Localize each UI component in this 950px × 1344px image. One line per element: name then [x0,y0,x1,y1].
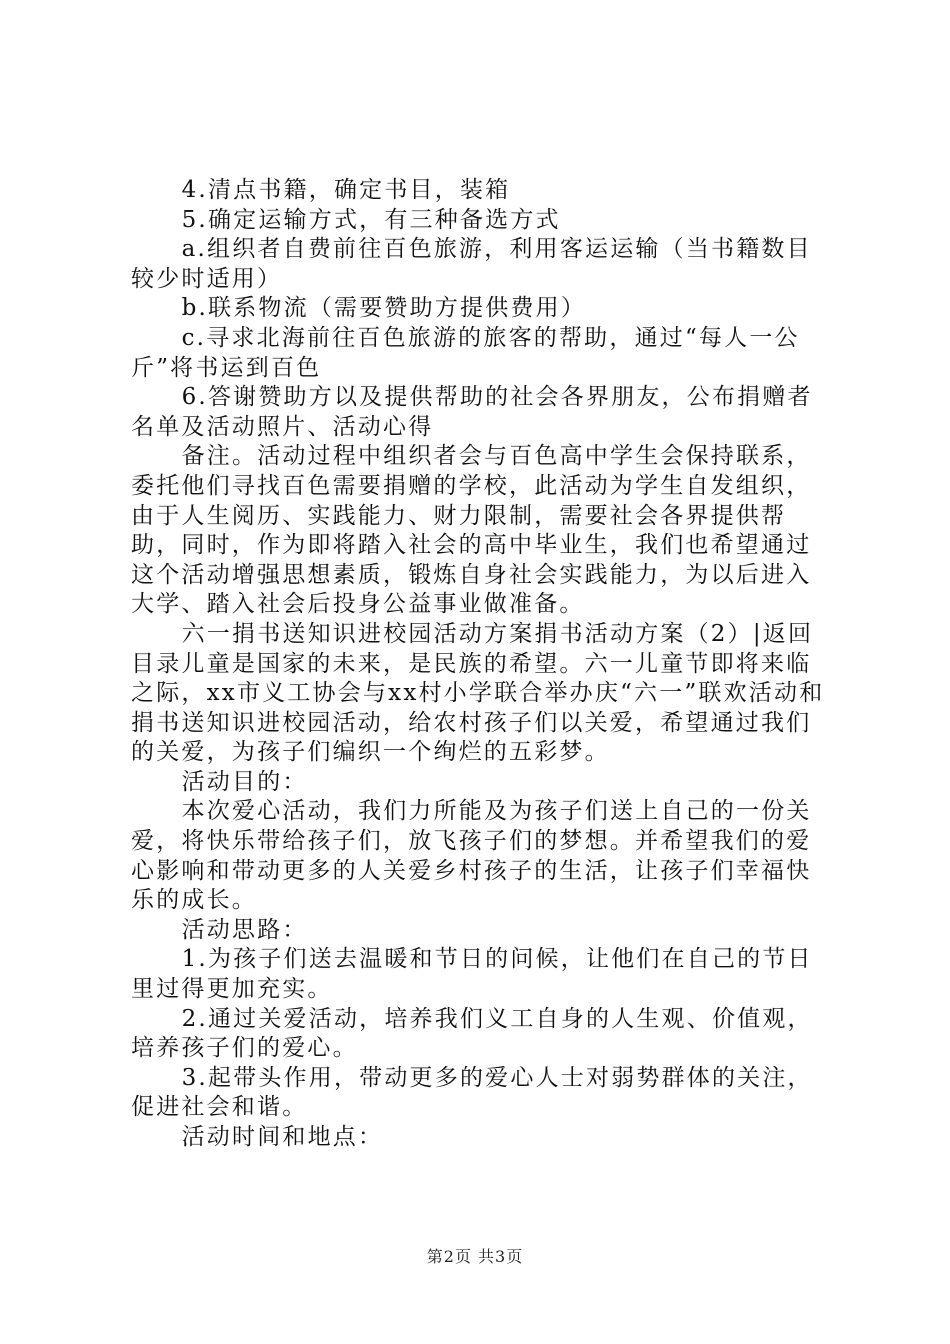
heading-activity-purpose: 活动目的： [181,768,308,795]
paragraph-idea-2: 2.通过关爱活动，培养我们义工自身的人生观、价值观，培养孩子们的爱心。 [131,1005,813,1062]
heading-activity-ideas: 活动思路： [181,916,308,943]
paragraph-idea-3: 3.起带头作用，带动更多的爱心人士对弱势群体的关注，促进社会和谐。 [131,1064,813,1121]
page-number-footer: 第2页 共3页 [426,1247,524,1266]
paragraph-activity-purpose: 本次爱心活动，我们力所能及为孩子们送上自己的一份关爱，将快乐带给孩子们，放飞孩子们的梦想。并希望我们的爱心影响和带动更多的人关爱乡村孩子的生活，让孩子们幸福快乐的成长。 [131,798,812,914]
document-body [131,176,831,1153]
paragraph-option-b: b.联系物流（需要赞助方提供费用） [181,295,587,322]
paragraph-option-a: a.组织者自费前往百色旅游，利用客运运输（当书籍数目较少时适用） [131,236,812,292]
paragraph-step-6: 6.答谢赞助方以及提供帮助的社会各界朋友，公布捐赠者名单及活动照片、活动心得 [131,384,813,440]
paragraph-step-5: 5.确定运输方式，有三种备选方式 [181,206,561,233]
paragraph-plan-2-intro: 六一捐书送知识进校园活动方案捐书活动方案（2）|返回目录儿童是国家的未来，是民族的希望。六一儿童节即将来临之际，xx市义工协会与xx村小学联合举办庆“六一”联欢活动和捐书送知识进校园活动，给农村孩子们以关爱，希望通过我们的关爱，为孩子们编织一个绚烂的五彩梦。 [131,620,825,766]
heading-activity-time-place: 活动时间和地点： [181,1124,384,1150]
paragraph-remarks: 备注。活动过程中组织者会与百色高中学生会保持联系，委托他们寻找百色需要捐赠的学校，此活动为学生自发组织，由于人生阅历、实践能力、财力限制，需要社会各界提供帮助，同时，作为即将踏入社会的高中毕业生，我们也希望通过这个活动增强思想素质，锻炼自身社会实践能力，为以后进入大学、踏入社会后投身公益事业做准备。 [131,443,812,618]
paragraph-option-c: c.寻求北海前往百色旅游的旅客的帮助，通过“每人一公斤”将书运到百色 [131,324,800,381]
paragraph-step-4: 4.清点书籍，确定书目，装箱 [181,177,511,203]
paragraph-idea-1: 1.为孩子们送去温暖和节日的问候，让他们在自己的节日里过得更加充实。 [131,946,813,1003]
